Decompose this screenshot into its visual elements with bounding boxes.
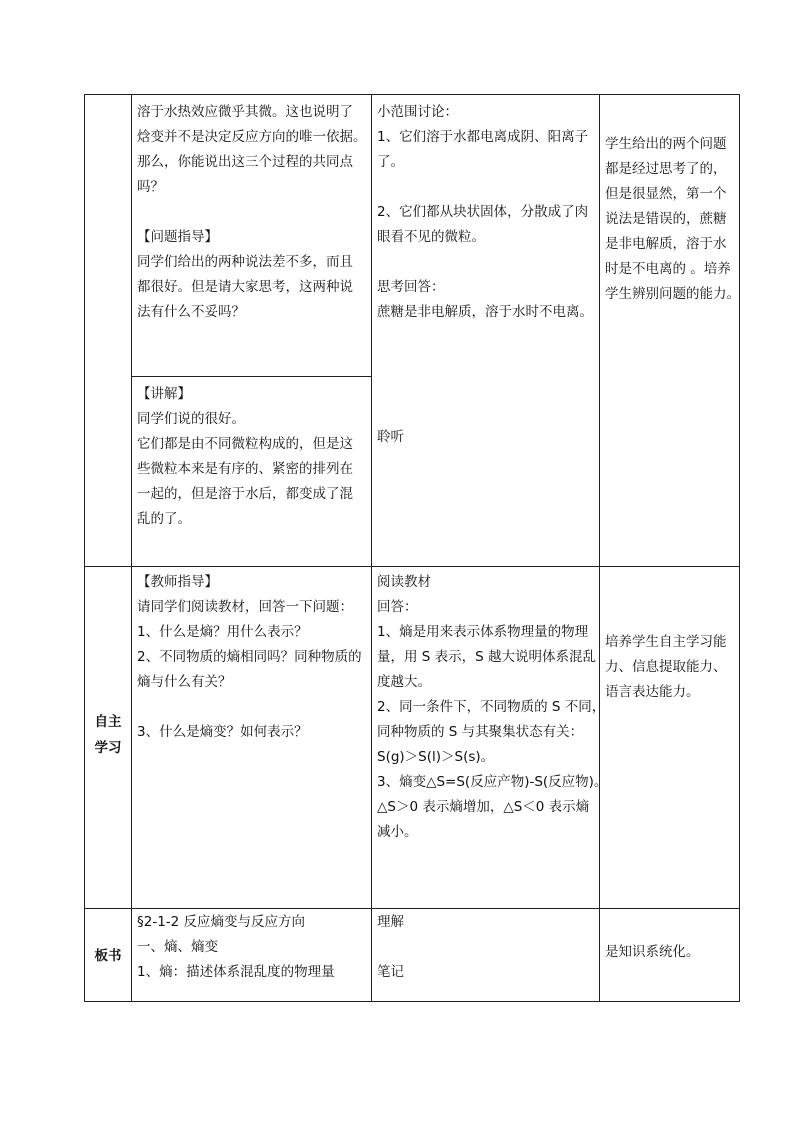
text-line: 【教师指导】 — [137, 574, 218, 590]
text-line — [377, 325, 597, 350]
row1-design-intent — [605, 132, 739, 307]
text-line: 【讲解】 — [137, 386, 191, 402]
text-line: 语言表达能力。 — [605, 684, 700, 700]
text-line: 蔗糖是非电解质，溶于水时不电离。 — [377, 304, 593, 320]
text-line: 力、信息提取能力、 — [605, 659, 727, 675]
text-line — [377, 375, 597, 400]
text-line — [377, 175, 597, 200]
row2-design-intent — [605, 630, 739, 705]
text-line: 2、不同物质的熵相同吗？同种物质的 — [137, 649, 362, 665]
text-line: 理解 — [377, 914, 404, 930]
column-divider-3 — [599, 95, 600, 1001]
text-line: 它们都是由不同微粒构成的，但是这 — [137, 436, 353, 452]
text-line: 但是很显然，第一个 — [605, 186, 727, 202]
text-line — [377, 935, 597, 960]
text-line: 溶于水热效应微乎其微。这也说明了 — [137, 104, 353, 120]
text-line: 3、熵变△S=S(反应产物)-S(反应物)。 — [377, 774, 608, 790]
row-divider-inner — [131, 376, 371, 377]
text-line: 思考回答： — [377, 279, 445, 295]
row1-teacher-activity-b — [137, 382, 369, 532]
text-line: 说法是错误的，蔗糖 — [605, 211, 727, 227]
text-line: 1、熵是用来表示体系物理量的物理 — [377, 624, 589, 640]
text-line: 是知识系统化。 — [605, 944, 700, 960]
row-divider-1 — [85, 566, 739, 567]
text-line: 2、它们都从块状固体，分散成了肉 — [377, 204, 589, 220]
text-line: 2、同一条件下，不同物质的 S 不同， — [377, 699, 606, 715]
text-line: 法有什么不妥吗？ — [137, 304, 245, 320]
text-line: 【问题指导】 — [137, 229, 218, 245]
text-line: 学生辨别问题的能力。 — [605, 286, 740, 302]
row3-student-activity — [377, 910, 597, 985]
text-line: S(g)＞S(l)＞S(s)。 — [377, 749, 495, 765]
text-line: 一起的，但是溶于水后，都变成了混 — [137, 486, 353, 502]
text-line: 板书 — [94, 948, 122, 964]
text-line: 都是经过思考了的， — [605, 161, 727, 177]
text-line — [377, 250, 597, 275]
text-line: 乱的了。 — [137, 511, 191, 527]
text-line: 1、熵：描述体系混乱度的物理量 — [137, 964, 335, 980]
text-line: 聆听 — [377, 429, 404, 445]
row3-teacher-activity — [137, 910, 369, 985]
text-line: 些微粒本来是有序的、紧密的排列在 — [137, 461, 353, 477]
row2-student-activity — [377, 570, 608, 845]
text-line: 学生给出的两个问题 — [605, 136, 727, 152]
text-line: 笔记 — [377, 964, 404, 980]
text-line: 3、什么是熵变？如何表示？ — [137, 724, 308, 740]
text-line: 减小。 — [377, 824, 418, 840]
text-line — [377, 400, 597, 425]
row1-teacher-activity-a — [137, 100, 369, 325]
row3-stage-label — [85, 943, 131, 969]
text-line: 那么，你能说出这三个过程的共同点 — [137, 154, 353, 170]
row1-student-activity — [377, 100, 597, 450]
text-line: 自主 — [94, 714, 122, 730]
text-line: 请同学们阅读教材，回答一下问题： — [137, 599, 353, 615]
column-divider-2 — [371, 95, 372, 1001]
text-line: 焓变并不是决定反应方向的唯一依据。 — [137, 129, 367, 145]
text-line — [137, 695, 369, 720]
text-line: 小范围讨论： — [377, 104, 458, 120]
text-line: 是非电解质，溶于水 — [605, 236, 727, 252]
text-line: 熵与什么有关？ — [137, 674, 232, 690]
text-line: 培养学生自主学习能 — [605, 634, 727, 650]
text-line: 量，用 S 表示，S 越大说明体系混乱 — [377, 649, 597, 665]
text-line: 1、它们溶于水都电离成阴、阳离子 — [377, 129, 589, 145]
text-line: 同学们给出的两种说法差不多，而且 — [137, 254, 353, 270]
text-line: 回答： — [377, 599, 418, 615]
text-line: 1、什么是熵？用什么表示？ — [137, 624, 308, 640]
text-line — [377, 350, 597, 375]
text-line: §2-1-2 反应熵变与反应方向 — [137, 914, 306, 930]
text-line: 一、熵、熵变 — [137, 939, 218, 955]
column-divider-1 — [131, 95, 132, 1001]
text-line: 阅读教材 — [377, 574, 431, 590]
text-line: 时是不电离的 。培养 — [605, 261, 731, 277]
text-line: △S＞0 表示熵增加，△S＜0 表示熵 — [377, 799, 590, 815]
row2-teacher-activity — [137, 570, 369, 745]
lesson-plan-table — [84, 94, 740, 1002]
row3-design-intent — [605, 940, 739, 965]
text-line: 度越大。 — [377, 674, 431, 690]
row-divider-2 — [85, 908, 739, 909]
text-line: 都很好。但是请大家思考，这两种说 — [137, 279, 353, 295]
text-line: 学习 — [94, 740, 122, 756]
text-line — [137, 200, 369, 225]
text-line: 眼看不见的微粒。 — [377, 229, 485, 245]
text-line: 了。 — [377, 154, 404, 170]
text-line: 同种物质的 S 与其聚集状态有关： — [377, 724, 584, 740]
row2-stage-label — [85, 709, 131, 761]
text-line: 同学们说的很好。 — [137, 411, 245, 427]
text-line: 吗？ — [137, 179, 164, 195]
